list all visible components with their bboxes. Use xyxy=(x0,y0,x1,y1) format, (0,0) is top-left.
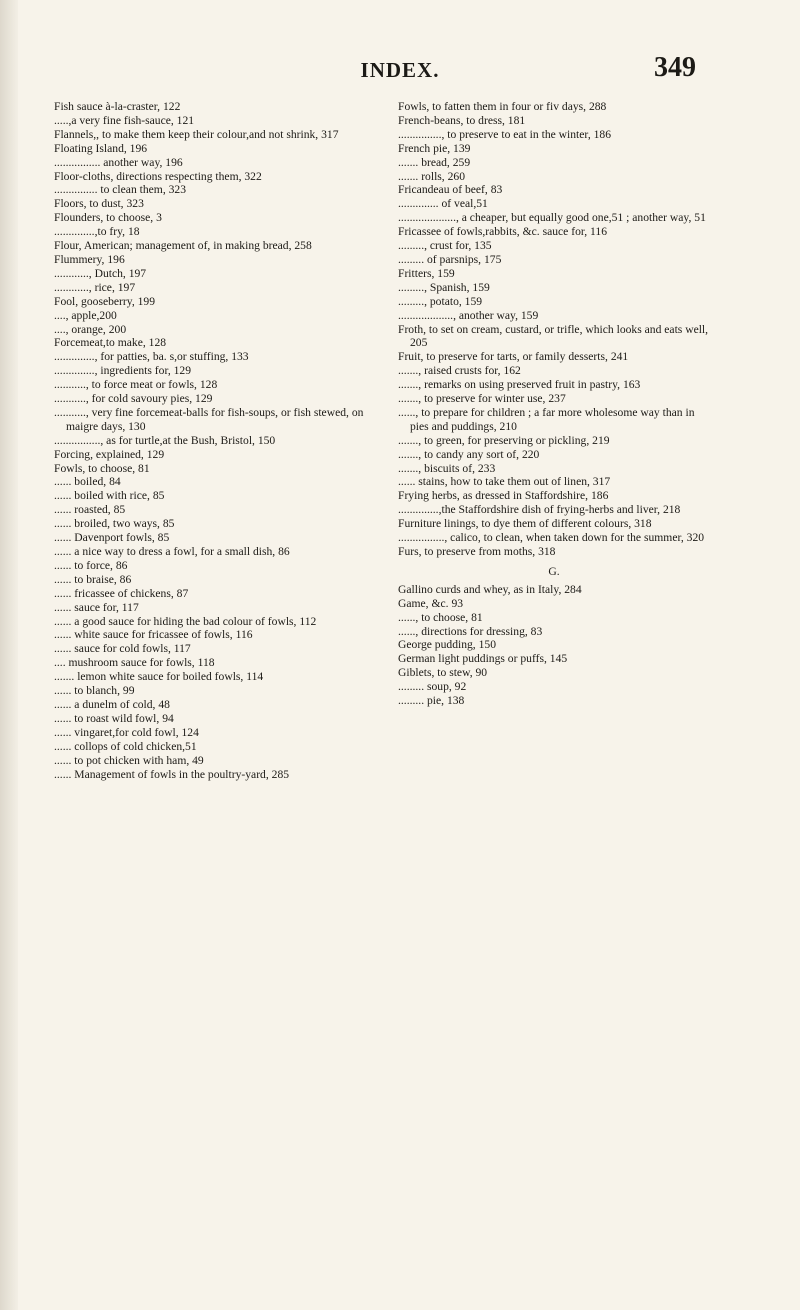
index-entry: Furniture linings, to dye them of different colours, 318 xyxy=(398,517,652,531)
index-entry: Giblets, to stew, 90 xyxy=(398,666,488,680)
index-entry: Gallino curds and whey, as in Italy, 284 xyxy=(398,582,582,596)
index-entry: ...... a good sauce for hiding the bad colour of fowls, 112 xyxy=(54,614,317,628)
index-entry: ......, to choose, 81 xyxy=(398,610,483,624)
index-entry: ......., biscuits of, 233 xyxy=(398,461,496,475)
index-entry: .............., for patties, ba. s,or stuffing, 133 xyxy=(54,350,249,364)
index-entry: Floor-cloths, directions respecting them, 322 xyxy=(54,169,262,183)
index-entry: .....,a very fine fish-sauce, 121 xyxy=(54,113,195,127)
index-entry: ............, rice, 197 xyxy=(54,280,136,294)
index-entry: Fritters, 159 xyxy=(398,266,455,280)
index-entry: ...... white sauce for fricassee of fowls, 116 xyxy=(54,628,253,642)
index-entry: ...... a nice way to dress a fowl, for a small dish, 86 xyxy=(54,545,290,558)
index-entry: ......... pie, 138 xyxy=(398,694,465,708)
index-entry: Floating Island, 196 xyxy=(54,141,148,155)
index-entry: ...... sauce for cold fowls, 117 xyxy=(54,642,191,656)
index-entry: ...... Davenport fowls, 85 xyxy=(54,531,170,545)
index-entry: ......., to green, for preserving or pickling, 219 xyxy=(398,433,610,447)
index-entry: Flannels,, to make them keep their colour,and not shrink, 317 xyxy=(54,127,339,141)
index-entry: ................, calico, to clean, when taken down for the summer, 320 xyxy=(398,531,705,545)
index-entry: ......, to prepare for children ; a far more wholesome way than in pies and puddings, 210 xyxy=(398,405,695,433)
index-entry: ...... roasted, 85 xyxy=(54,503,126,517)
index-entry: ................, as for turtle,at the Bush, Bristol, 150 xyxy=(54,433,276,447)
index-entry: ...... to roast wild fowl, 94 xyxy=(54,711,174,725)
index-entry: Froth, to set on cream, custard, or trifle, which looks and eats well, 205 xyxy=(398,322,709,350)
index-entry: ......, directions for dressing, 83 xyxy=(398,624,543,638)
index-entry: ..............., to preserve to eat in the winter, 186 xyxy=(398,127,612,141)
index-entry: ...... sauce for, 117 xyxy=(54,600,139,614)
index-entry: Fish sauce à-la-craster, 122 xyxy=(54,100,181,113)
index-entry: ........., crust for, 135 xyxy=(398,239,492,253)
index-entry: ...................., a cheaper, but equally good one,51 ; another way, 51 xyxy=(398,211,706,225)
page-number: 349 xyxy=(654,52,696,83)
index-entry: ..........., for cold savoury pies, 129 xyxy=(54,392,213,406)
index-entry: ........., potato, 159 xyxy=(398,294,483,308)
index-entry: Fricassee of fowls,rabbits, &c. sauce for, 116 xyxy=(398,225,608,239)
index-entry: ...., apple,200 xyxy=(54,308,117,322)
running-title: INDEX. xyxy=(360,58,440,82)
index-entry: ....... lemon white sauce for boiled fowls, 114 xyxy=(54,670,264,684)
index-entry: ......... of parsnips, 175 xyxy=(398,252,502,266)
index-entry: Forcemeat,to make, 128 xyxy=(54,336,167,350)
index-entry: Frying herbs, as dressed in Staffordshire, 186 xyxy=(398,489,609,503)
index-entry: Fool, gooseberry, 199 xyxy=(54,294,156,308)
index-entry: Fruit, to preserve for tarts, or family desserts, 241 xyxy=(398,350,629,364)
index-entry: ...... vingaret,for cold fowl, 124 xyxy=(54,725,199,739)
index-column-right xyxy=(398,100,710,708)
index-entry: French pie, 139 xyxy=(398,141,471,155)
index-entry: Forcing, explained, 129 xyxy=(54,447,165,461)
index-entry: ................ another way, 196 xyxy=(54,155,183,169)
index-entry: ...... stains, how to take them out of linen, 317 xyxy=(398,475,611,489)
index-entry: ......... soup, 92 xyxy=(398,680,467,694)
index-entry: ......., remarks on using preserved fruit in pastry, 163 xyxy=(398,378,641,392)
index-entry: ............... to clean them, 323 xyxy=(54,183,187,197)
index-entry: ...... Management of fowls in the poultry-yard, 285 xyxy=(54,767,290,781)
index-entry: ...., orange, 200 xyxy=(54,322,127,336)
index-entry: ...... to braise, 86 xyxy=(54,572,132,586)
index-entry: ...... collops of cold chicken,51 xyxy=(54,739,197,753)
index-entry: Flounders, to choose, 3 xyxy=(54,211,162,225)
index-entry: ......., to preserve for winter use, 237 xyxy=(398,392,566,406)
index-entry: ....... bread, 259 xyxy=(398,155,471,169)
index-entry: ............, Dutch, 197 xyxy=(54,266,147,280)
index-entry: ..........., to force meat or fowls, 128 xyxy=(54,378,218,392)
index-entry: ...... to blanch, 99 xyxy=(54,684,135,698)
index-entry: Fowls, to choose, 81 xyxy=(54,461,150,475)
index-entry: ...... boiled, 84 xyxy=(54,475,121,489)
index-entry: ...... to force, 86 xyxy=(54,558,128,572)
index-column-left xyxy=(54,100,370,781)
index-entry: ..........., very fine forcemeat-balls for fish-soups, or fish stewed, on maigre days, 130 xyxy=(54,405,364,433)
section-letter: G. xyxy=(548,564,560,578)
index-entry: ...... to pot chicken with ham, 49 xyxy=(54,753,204,767)
index-entry: ..................., another way, 159 xyxy=(398,308,539,322)
index-entry: Fricandeau of beef, 83 xyxy=(398,183,503,197)
index-entry: ......., to candy any sort of, 220 xyxy=(398,447,540,461)
index-entry: .............. of veal,51 xyxy=(398,197,488,211)
index-entry: ...... boiled with rice, 85 xyxy=(54,489,165,503)
index-entry: ........., Spanish, 159 xyxy=(398,280,490,294)
index-entry: Flour, American; management of, in making bread, 258 xyxy=(54,239,312,253)
index-entry: Furs, to preserve from moths, 318 xyxy=(398,545,556,558)
index-entry: French-beans, to dress, 181 xyxy=(398,113,526,127)
index-entry: Fowls, to fatten them in four or fiv days, 288 xyxy=(398,100,607,113)
index-entry: ......., raised crusts for, 162 xyxy=(398,364,521,378)
index-entry: George pudding, 150 xyxy=(398,638,496,652)
index-entry: Game, &c. 93 xyxy=(398,596,464,610)
index-entry: Floors, to dust, 323 xyxy=(54,197,144,211)
index-entry: ...... broiled, two ways, 85 xyxy=(54,517,175,531)
index-entry: .............., ingredients for, 129 xyxy=(54,364,192,378)
page-edge xyxy=(0,0,18,1310)
index-entry: German light puddings or puffs, 145 xyxy=(398,652,568,666)
index-entry: ...... fricassee of chickens, 87 xyxy=(54,586,189,600)
index-entry: Flummery, 196 xyxy=(54,252,125,266)
index-entry: ..............,to fry, 18 xyxy=(54,225,140,239)
index-entry: ...... a dunelm of cold, 48 xyxy=(54,697,170,711)
index-entry: .... mushroom sauce for fowls, 118 xyxy=(54,656,215,670)
index-entry: ....... rolls, 260 xyxy=(398,169,465,183)
index-entry: ..............,the Staffordshire dish of frying-herbs and liver, 218 xyxy=(398,503,681,517)
